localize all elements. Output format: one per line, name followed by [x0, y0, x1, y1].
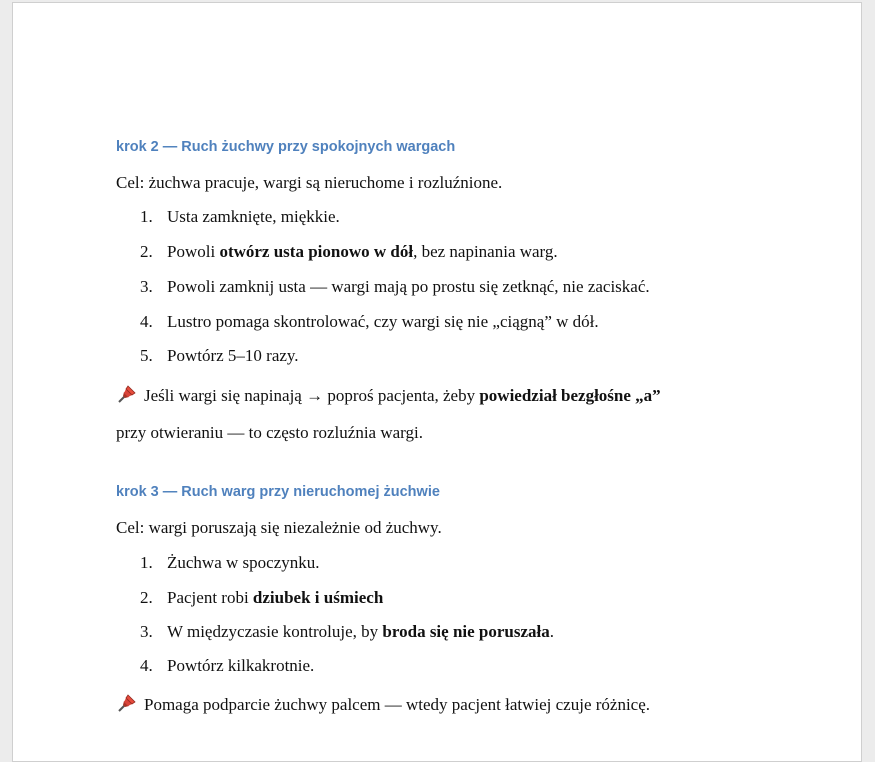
list-number: 3.	[140, 277, 153, 296]
list-text: Żuchwa w spoczynku.	[167, 553, 320, 572]
pushpin-icon	[116, 692, 138, 719]
list-text-bold: otwórz usta pionowo w dół	[219, 242, 414, 261]
list-number: 1.	[140, 553, 153, 572]
step3-heading: krok 3 — Ruch warg przy nieruchomej żuchwie	[116, 484, 440, 500]
step2-list-item-5	[140, 346, 299, 366]
list-text: Lustro pomaga skontrolować, czy wargi się nie „ciągną” w dół.	[167, 312, 599, 331]
document-page	[12, 2, 862, 762]
list-text: Powtórz 5–10 razy.	[167, 346, 299, 365]
step3-goal: Cel: wargi poruszają się niezależnie od żuchwy.	[116, 518, 442, 537]
step3-list-item-4	[140, 656, 314, 676]
step2-heading: krok 2 — Ruch żuchwy przy spokojnych wargach	[116, 139, 456, 155]
step2-list-item-4	[140, 312, 599, 332]
step2-tip	[116, 383, 661, 410]
step2-tip-line2: przy otwieraniu — to często rozluźnia wargi.	[116, 423, 423, 442]
step3-list-item-1	[140, 553, 320, 573]
list-text: Pacjent robi	[167, 588, 253, 607]
list-number: 2.	[140, 588, 153, 607]
list-text-tail: , bez napinania warg.	[413, 242, 558, 261]
list-number: 3.	[140, 622, 153, 641]
step2-list-item-2	[140, 242, 558, 262]
list-number: 4.	[140, 312, 153, 331]
list-text-bold: dziubek i uśmiech	[252, 588, 384, 607]
step3-list-item-2	[140, 588, 383, 608]
step3-list-item-3	[140, 622, 554, 642]
list-number: 2.	[140, 242, 153, 261]
tip-text-bold: powiedział bezgłośne „a”	[479, 386, 661, 405]
list-text: Powoli	[167, 242, 220, 261]
list-text: W międzyczasie kontroluje, by	[167, 622, 383, 641]
list-text: Powoli zamknij usta — wargi mają po prostu się zetknąć, nie zaciskać.	[167, 277, 650, 296]
tip-text: Pomaga podparcie żuchwy palcem — wtedy pacjent łatwiej czuje różnicę.	[144, 695, 651, 714]
pushpin-icon	[116, 383, 138, 410]
list-text: Usta zamknięte, miękkie.	[167, 207, 340, 226]
list-text: Powtórz kilkakrotnie.	[167, 656, 315, 675]
list-number: 4.	[140, 656, 153, 675]
list-text-tail: .	[549, 622, 555, 641]
list-number: 5.	[140, 346, 153, 365]
list-number: 1.	[140, 207, 153, 226]
step2-list-item-1	[140, 207, 340, 227]
list-text-bold: broda się nie poruszała	[382, 622, 550, 641]
step2-goal: Cel: żuchwa pracuje, wargi są nieruchome i rozluźnione.	[116, 173, 503, 192]
step2-list-item-3	[140, 277, 650, 297]
tip-text: Jeśli wargi się napinają → poproś pacjenta, żeby	[144, 386, 480, 405]
step3-tip	[116, 692, 650, 719]
